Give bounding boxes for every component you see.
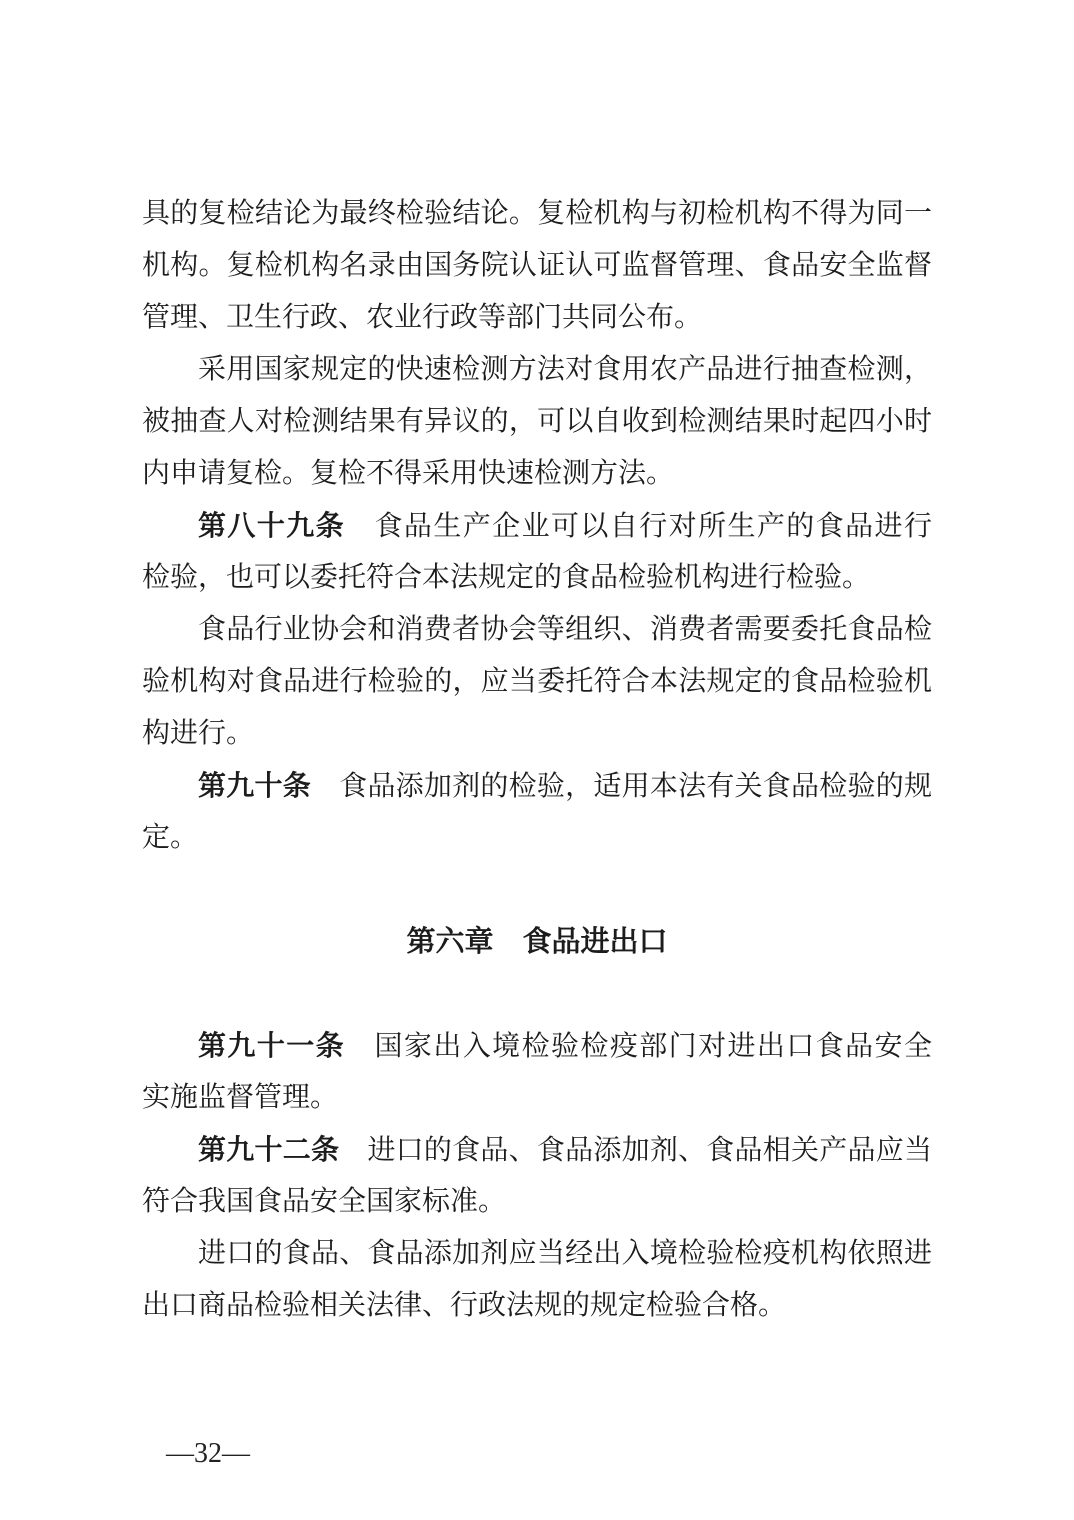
body-text-run: 实施监督管理。 bbox=[142, 1082, 339, 1113]
text-line bbox=[142, 760, 932, 812]
text-line bbox=[142, 604, 932, 656]
text-line bbox=[142, 1124, 932, 1176]
body-text-run: 国家出入境检验检疫部门对进出口食品安全 bbox=[345, 1031, 932, 1062]
body-text-run: 验机构对食品进行检验的，应当委托符合本法规定的食品检验机 bbox=[142, 666, 932, 697]
text-line bbox=[142, 396, 932, 448]
body-text-run: 采用国家规定的快速检测方法对食用农产品进行抽查检测， bbox=[198, 354, 932, 385]
text-line bbox=[142, 552, 932, 604]
article-number: 第九十二条 bbox=[198, 1134, 340, 1165]
text-line bbox=[142, 1280, 932, 1332]
body-text-run: 进口的食品、食品添加剂、食品相关产品应当 bbox=[339, 1135, 932, 1166]
text-line bbox=[142, 1228, 932, 1280]
body-text-run: 出口商品检验相关法律、行政法规的规定检验合格。 bbox=[142, 1290, 787, 1321]
body-text-run: 内申请复检。复检不得采用快速检测方法。 bbox=[142, 458, 675, 489]
body-text-run: 食品添加剂的检验，适用本法有关食品检验的规 bbox=[310, 771, 932, 802]
page-content bbox=[142, 188, 932, 1332]
chapter-heading bbox=[142, 916, 932, 968]
text-line bbox=[142, 500, 932, 552]
body-text-run: 符合我国食品安全国家标准。 bbox=[142, 1186, 507, 1217]
text-line bbox=[142, 240, 932, 292]
article-number: 第九十条 bbox=[198, 770, 311, 801]
text-line bbox=[142, 1020, 932, 1072]
article-number: 第八十九条 bbox=[198, 510, 346, 541]
text-line bbox=[142, 448, 932, 500]
article-number: 第九十一条 bbox=[198, 1030, 346, 1061]
body-text-run: 检验，也可以委托符合本法规定的食品检验机构进行检验。 bbox=[142, 562, 871, 593]
body-text-run: 食品生产企业可以自行对所生产的食品进行 bbox=[345, 511, 932, 542]
body-text-run: 进口的食品、食品添加剂应当经出入境检验检疫机构依照进 bbox=[198, 1238, 932, 1269]
text-line bbox=[142, 656, 932, 708]
chapter-heading-text: 第六章 食品进出口 bbox=[406, 926, 668, 958]
body-text-run: 构进行。 bbox=[142, 718, 255, 749]
body-text-run: 机构。复检机构名录由国务院认证认可监督管理、食品安全监督 bbox=[142, 250, 932, 281]
body-text-run: 食品行业协会和消费者协会等组织、消费者需要委托食品检 bbox=[198, 614, 932, 645]
text-line bbox=[142, 188, 932, 240]
body-text-run: 定。 bbox=[142, 822, 199, 853]
body-text-run: 具的复检结论为最终检验结论。复检机构与初检机构不得为同一 bbox=[142, 198, 932, 229]
page-number: —32— bbox=[166, 1438, 250, 1469]
text-line bbox=[142, 344, 932, 396]
body-text-run: 管理、卫生行政、农业行政等部门共同公布。 bbox=[142, 302, 703, 333]
text-line bbox=[142, 1072, 932, 1124]
text-line bbox=[142, 812, 932, 864]
body-text-run: 被抽查人对检测结果有异议的，可以自收到检测结果时起四小时 bbox=[142, 406, 932, 437]
text-line bbox=[142, 708, 932, 760]
text-line bbox=[142, 1176, 932, 1228]
page-footer bbox=[166, 1432, 250, 1476]
text-line bbox=[142, 292, 932, 344]
